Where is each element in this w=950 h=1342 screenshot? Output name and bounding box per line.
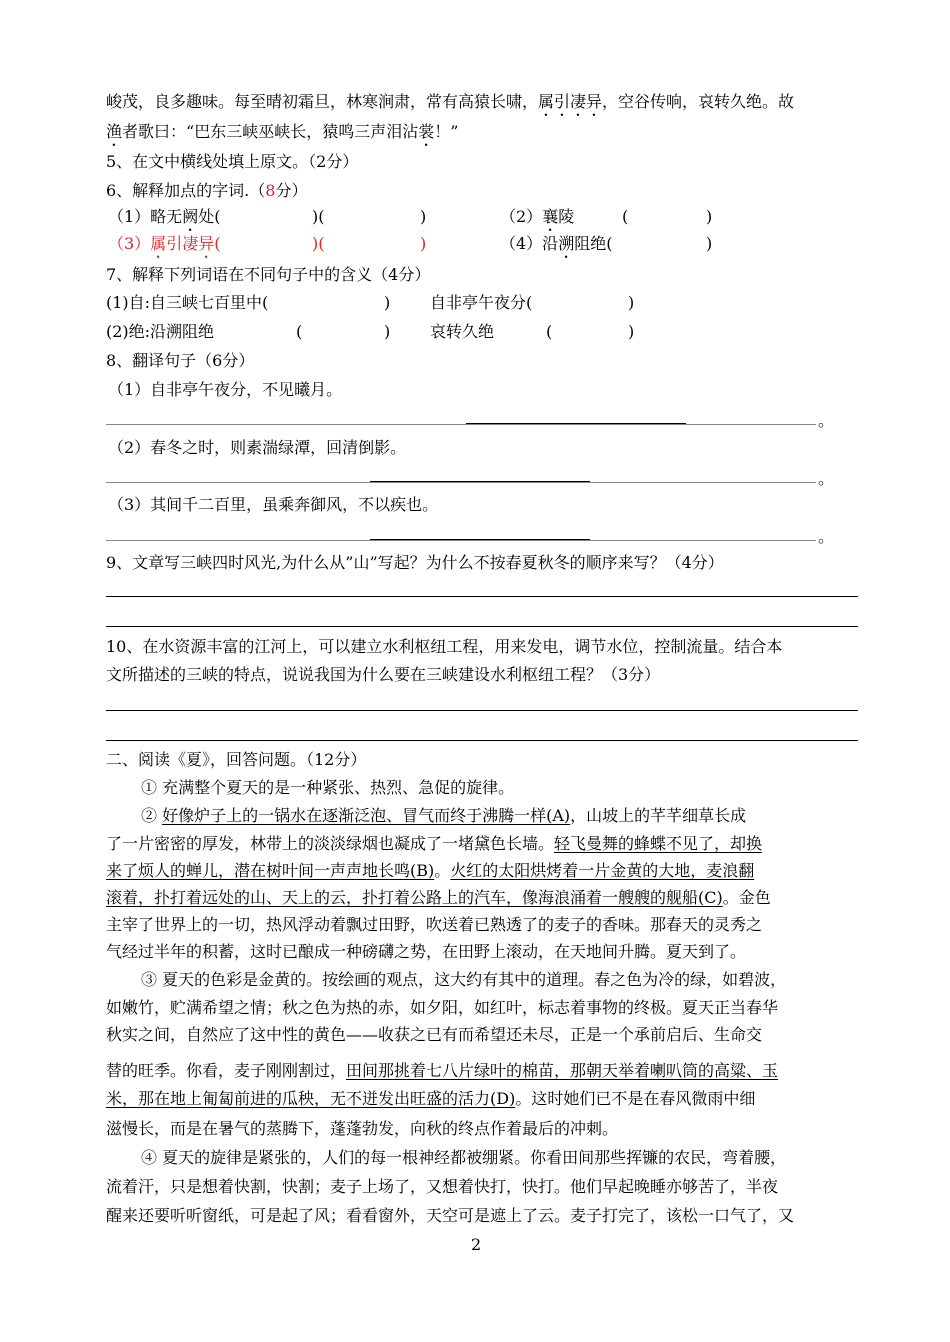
q6-score: 8 [265, 181, 276, 200]
paragraph-3-line-2: 如嫩竹，贮满希望之情；秋之色为热的赤，如夕阳，如红叶，标志着事物的终极。夏天正当春华 [106, 998, 779, 1017]
period-mark: 。 [818, 527, 835, 546]
answer-line[interactable] [106, 710, 858, 711]
q6-item-1-bracket: )( [312, 207, 325, 226]
q6-text: （2） [500, 207, 543, 226]
paragraph-3-line-1: ③ 夏天的色彩是金黄的。按绘画的观点，这大约有其中的道理。春之色为冷的绿，如碧波， [141, 970, 787, 989]
q6-text: （4）沿 [500, 234, 559, 253]
q6-text: （1）略无 [108, 207, 183, 226]
q7-row-2-d: 哀转久绝 [430, 322, 495, 341]
answer-line[interactable] [106, 626, 858, 627]
period-mark: 。 [818, 411, 835, 430]
q7-row-2-b: ( [296, 322, 303, 341]
paragraph-1: ① 充满整个夏天的是一种紧张、热烈、急促的旋律。 [141, 778, 515, 797]
question-7-title: 7、解释下列词语在不同句子中的含义（4分） [106, 265, 431, 284]
answer-line[interactable] [106, 424, 816, 425]
section-2-title: 二、阅读《夏》，回答问题。（12分） [106, 750, 367, 769]
q6-text: （3） [108, 234, 151, 253]
q6-item-4 [500, 233, 612, 262]
q6-text: 引凄 [166, 234, 199, 253]
underlined-sentence-b: 轻飞曼舞的蜂蝶不见了，却换 [554, 834, 763, 853]
question-5: 5、在文中横线处填上原文。（2分） [106, 152, 359, 171]
paragraph-text: ，山坡上的芊芊细草长成 [570, 806, 747, 825]
paragraph-2-line-1 [141, 805, 746, 827]
dotted-char: 属 [150, 234, 167, 253]
paragraph-2-line-2 [106, 833, 762, 855]
paragraph-2-line-3 [106, 860, 754, 882]
q8-sentence-3: （3）其间千二百里，虽乘奔御风，不以疾也。 [108, 495, 439, 514]
underlined-sentence-a: 好像炉子上的一锅水在逐渐泛泡、冒气而终于沸腾一样(A) [162, 806, 571, 825]
passage-text: ！” [434, 122, 459, 141]
passage-text: 者歌曰：“巴东三峡巫峡长，猿鸣三声泪沾 [122, 122, 419, 141]
paragraph-4-line-3: 醒来还要听听窗纸，可是起了风；看看窗外，天空可是遮上了云。麦子打完了，该松一口气了，又 [106, 1206, 795, 1225]
q6-text: 处( [198, 207, 221, 226]
q6-item-4-bracket-close: ) [706, 234, 713, 253]
q7-row-1-d: ) [628, 293, 635, 312]
q6-item-2 [500, 206, 574, 235]
q8-sentence-2: （2）春冬之时，则素湍绿潭，回清倒影。 [108, 438, 407, 457]
dotted-phrase: 属引凄异 [538, 92, 603, 111]
paragraph-4-line-1: ④ 夏天的旋律是紧张的，人们的每一根神经都被绷紧。你看田间那些挥镰的农民，弯着腰， [141, 1148, 787, 1167]
answer-line-segment [370, 481, 590, 482]
page-number: 2 [471, 1235, 482, 1254]
q8-sentence-1: （1）自非亭午夜分，不见曦月。 [108, 380, 343, 399]
underlined-sentence-d: 田间那挑着七八片绿叶的棉苗，那朝天举着喇叭筒的高粱、玉 [346, 1061, 779, 1080]
question-10-line-1: 10、在水资源丰富的江河上，可以建立水利枢纽工程，用来发电，调节水位，控制流量。结合本 [106, 637, 783, 656]
paragraph-3-line-3: 秋实之间，自然应了这中性的黄色——收获之已有而希望还未尽，正是一个承前启后、生命交 [106, 1025, 763, 1044]
answer-line[interactable] [106, 740, 858, 741]
underlined-sentence-b: 来了烦人的蝉儿，潜在树叶间一声声地长鸣(B) [106, 861, 435, 880]
question-10-line-2: 文所描述的三峡的特点，说说我国为什么要在三峡建设水利枢纽工程？（3分） [106, 665, 661, 684]
paragraph-text: 。这时她们已不是在春风微雨中细 [515, 1089, 756, 1108]
paragraph-2-line-6: 气经过半年的积蓄，这时已酿成一种磅礴之势，在田野上滚动，在天地间升腾。夏天到了。 [106, 942, 747, 961]
q7-row-1-close: ) [384, 293, 391, 312]
q7-row-2-a: (2)绝:沿溯阻绝 [106, 322, 215, 341]
dotted-char: 溯 [558, 234, 575, 253]
passage-text: 峻茂，良多趣味。每至晴初霜旦，林寒涧肃，常有高猿长啸， [106, 92, 539, 111]
dotted-char: 渔 [106, 122, 123, 141]
passage-line-1 [106, 91, 794, 120]
q6-item-1-bracket-close: ) [420, 207, 427, 226]
dotted-char: 异 [198, 234, 215, 253]
paragraph-2-line-5: 主宰了世界上的一切，热风浮动着飘过田野，吹送着已熟透了的麦子的香味。那春天的灵秀之 [106, 915, 763, 934]
q6-item-3-bracket-close: ) [420, 234, 427, 253]
q7-row-2-f: ) [628, 322, 635, 341]
answer-line-segment [370, 539, 590, 540]
q6-item-2-bracket-close: ) [706, 207, 713, 226]
q6-text: ( [214, 234, 221, 253]
q6-item-3 [108, 233, 220, 262]
dotted-char: 裳 [418, 122, 435, 141]
question-8-title: 8、翻译句子（6分） [106, 351, 255, 370]
q7-row-2-e: ( [546, 322, 553, 341]
paragraph-4-line-2: 流着汗，只是想着快割，快割；麦子上场了，又想着快打，快打。他们早起晚睡亦够苦了，半夜 [106, 1177, 779, 1196]
q6-title-text: 分） [275, 181, 308, 200]
paragraph-number: ② [141, 806, 163, 825]
underlined-sentence-d: 米，那在地上匍匐前进的瓜秧，无不迸发出旺盛的活力(D) [106, 1089, 516, 1108]
q6-title-text: 6、解释加点的字词.（ [106, 181, 266, 200]
q6-item-2-bracket: ( [622, 207, 629, 226]
q7-row-1-a: (1)自:自三峡七百里中( [106, 293, 269, 312]
passage-line-2 [106, 121, 458, 150]
underlined-sentence-c: 火红的太阳烘烤着一片金黄的大地，麦浪翻 [450, 861, 755, 880]
underlined-sentence-c: 滚着，扑打着远处的山、天上的云，扑打着公路上的汽车，像海浪涌着一艘艘的舰船(C) [106, 888, 723, 907]
paragraph-text: 。 [434, 861, 451, 880]
dotted-char: 阙 [182, 207, 199, 226]
paragraph-2-line-4 [106, 887, 771, 909]
paragraph-text: 了一片密密的厚发，林带上的淡淡绿烟也凝成了一堵黛色长墙。 [106, 834, 555, 853]
question-6-title [106, 180, 307, 202]
period-mark: 。 [818, 469, 835, 488]
paragraph-text: 替的旺季。你看，麦子刚刚割过， [106, 1061, 347, 1080]
answer-line[interactable] [106, 596, 858, 597]
q6-text: 陵 [558, 207, 575, 226]
answer-line[interactable] [106, 482, 816, 483]
q6-item-1 [108, 206, 220, 235]
paragraph-3-line-5 [106, 1088, 755, 1110]
passage-text: ，空谷传响，哀转久绝。故 [602, 92, 795, 111]
q7-row-2-c: ) [384, 322, 391, 341]
paragraph-3-line-6: 滋慢长，而是在暑气的蒸腾下，蓬蓬勃发，向秋的终点作着最后的冲刺。 [106, 1119, 619, 1138]
paragraph-3-line-4 [106, 1060, 778, 1082]
dotted-char: 襄 [542, 207, 559, 226]
paragraph-text: 。金色 [722, 888, 771, 907]
q6-text: 阻绝( [574, 234, 613, 253]
answer-line-segment [466, 423, 686, 424]
answer-line[interactable] [106, 540, 816, 541]
question-9: 9、文章写三峡四时风光,为什么从”山”写起？为什么不按春夏秋冬的顺序来写？（4分） [106, 553, 724, 572]
q7-row-1-c: 自非亭午夜分( [430, 293, 533, 312]
q6-item-3-bracket: )( [312, 234, 325, 253]
